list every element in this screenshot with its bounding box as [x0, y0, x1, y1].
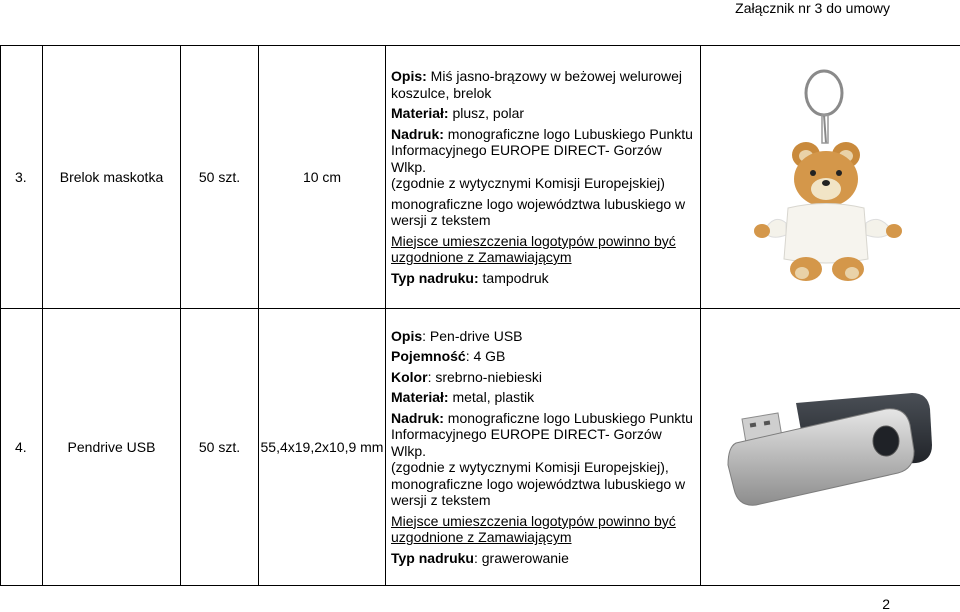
opis-label: Opis [391, 327, 423, 344]
opis-value: Miś jasno-brązowy w beżowej welurowej koszulce, brelok [391, 68, 682, 101]
item-size: 10 cm [259, 46, 386, 309]
kolor-value: : srebrno-niebieski [427, 368, 542, 385]
placement-note: Miejsce umieszczenia logotypów powinno być uzgodnione z Zamawiającym [391, 232, 676, 265]
teddy-bear-keychain-icon [746, 63, 916, 288]
item-image-cell [701, 46, 960, 309]
nadruk-note: (zgodnie z wytycznymi Komisji Europejskiej) [391, 175, 665, 191]
nadruk-label: Nadruk: [391, 125, 444, 142]
pojemnosc-value: : 4 GB [465, 348, 506, 365]
item-description [386, 46, 701, 309]
nadruk-note: (zgodnie z wytycznymi Komisji Europejskiej), [391, 459, 669, 476]
material-label: Materiał: [391, 389, 449, 406]
typ-value: : grawerowanie [473, 549, 569, 566]
table-row [1, 46, 960, 309]
material-value: metal, plastik [448, 389, 535, 406]
item-name: Brelok maskotka [43, 46, 181, 309]
placement-note: Miejsce umieszczenia logotypów powinno być uzgodnione z Zamawiającym [391, 512, 676, 546]
nadruk-value: monograficzne logo Lubuskiego Punktu Informacyjnego EUROPE DIRECT- Gorzów Wlkp. [391, 409, 693, 459]
opis-value: : Pen-drive USB [422, 327, 523, 344]
nadruk-label: Nadruk: [391, 409, 444, 426]
attachment-header: Załącznik nr 3 do umowy [735, 0, 890, 16]
typ-label: Typ nadruku [391, 549, 474, 566]
item-quantity: 50 szt. [181, 309, 259, 586]
item-description [386, 309, 701, 586]
pojemnosc-label: Pojemność [391, 348, 466, 365]
opis-label: Opis: [391, 68, 427, 84]
table-row [1, 309, 960, 586]
item-quantity: 50 szt. [181, 46, 259, 309]
nadruk-line2: monograficzne logo województwa lubuskiego w wersji z tekstem [391, 475, 686, 509]
item-size: 55,4x19,2x10,9 mm [259, 309, 386, 586]
material-label: Materiał: [391, 105, 449, 121]
spec-table [0, 45, 960, 586]
item-name: Pendrive USB [43, 309, 181, 586]
kolor-label: Kolor [391, 368, 428, 385]
material-value: plusz, polar [448, 105, 525, 121]
row-number: 4. [1, 309, 43, 586]
typ-label: Typ nadruku: [391, 269, 479, 286]
usb-flash-drive-icon [716, 381, 946, 511]
nadruk-value: monograficzne logo Lubuskiego Punktu Informacyjnego EUROPE DIRECT- Gorzów Wlkp. [391, 125, 693, 175]
page-number: 2 [882, 596, 890, 612]
typ-value: tampodruk [478, 269, 549, 286]
item-image-cell [701, 309, 960, 586]
row-number: 3. [1, 46, 43, 309]
nadruk-line2: monograficzne logo województwa lubuskiego w wersji z tekstem [391, 195, 686, 228]
